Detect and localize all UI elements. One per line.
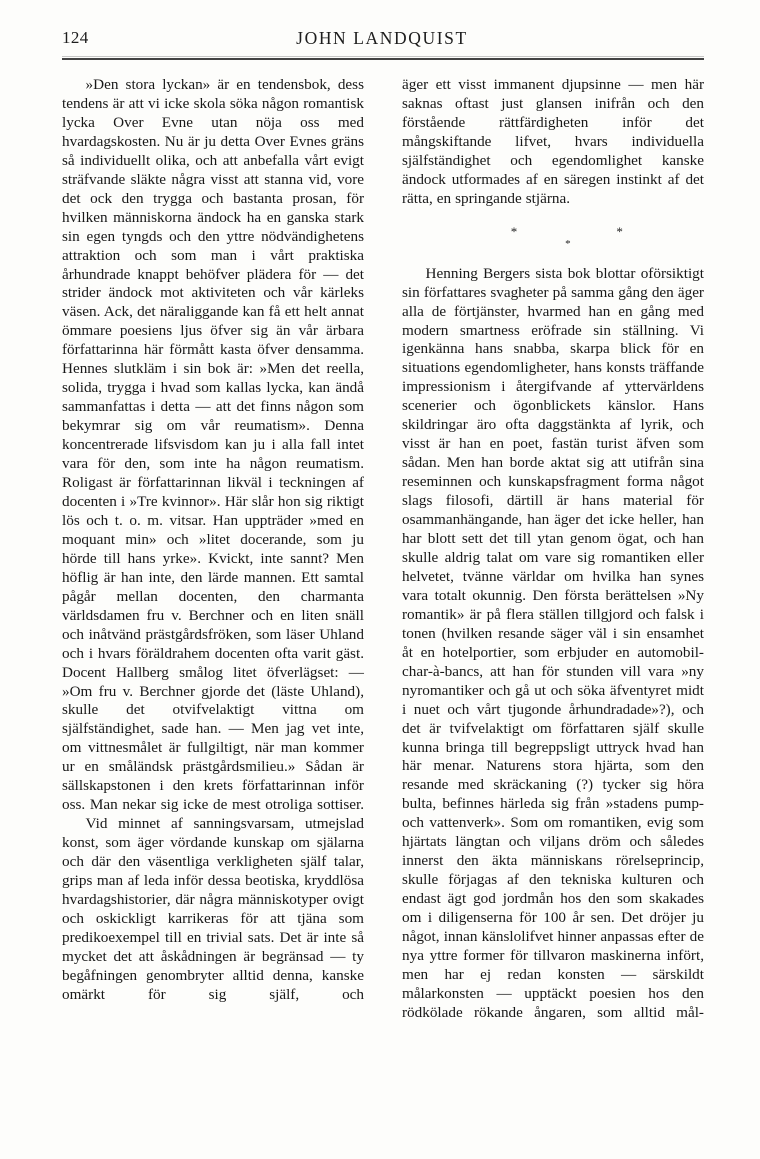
running-head — [62, 28, 702, 54]
asterisk-icon: * — [565, 237, 571, 250]
asterisk-icon: * — [616, 223, 623, 239]
paragraph: »Den stora lyckan» är en tendensbok, dess tendens är att vi icke skola söka någon romantisk lycka Over Evne utan nöja oss med hvardagskosten. Nu är ju detta Over Evnes gräns så individuellt olika, och att anbefalla vårt evigt sträfvande släkte några visst att stanna vid, vore det ock den trygga och bastanta prosan, för hvilken människorna ändock ha en ganska stark sin egen tyngds och den yttre nödvändighetens attraktion och som man i vårt praktiska århundrade knappt behöfver plädera för — det strider ändock mot aktiviteten och vår kärleks väsen. Ack, det näraliggande kan få ett helt annat ömmare poesiens ljus öfver sig än vår ärbara författarinna här förmått kasta öfver densamma. Hennes slutkläm i sin bok är: »Men det reella, solida, trygga i hvad som kallas lycka, kan ändå sammanfattas i detta — att det finns någon som bekymrar sig om vår reumatism». Denna koncentrerade lifsvisdom kan ju i alla fall intet vara för den, som inte ha någon reumatism. Roligast är författarinnan likväl i teckningen af docenten i »Tre kvinnor». Här slår hon sig riktigt lös och t. o. m. vitsar. Han uppträder »med en moquant min» och »litet docerande, som ju hörde till hans yrke». Kvickt, inte sannt? Men höflig är han inte, den lärde mannen. Ett samtal pågår mellan docenten, den charmanta världsdamen fru v. Berchner och en liten snäll och inåtvänd prästgårdsfröken, som läser Uhland och i hvars föräldrahem docenten ofta varit gäst. Docent Hallberg smålog litet öfverlägset: — »Om fru v. Berchner gjorde det (läste Uhland), skulle det otvifvelaktigt vittna om själfständighet, sade han. — Men jag vet inte, om vittnesmålet är fullgiltigt, när man kommer ur en småländsk prästgårdsmilieu.» Sådan är sällskapstonen i den krets författarinnan inför oss. Man nekar sig icke de mest otroliga sottiser. — [62, 76, 364, 814]
asterisk-icon: * — [510, 223, 518, 239]
header-rule — [62, 58, 704, 60]
asterism-separator — [402, 215, 704, 261]
left-column — [62, 76, 364, 1086]
body-columns — [62, 76, 704, 1086]
paragraph: äger ett visst immanent djupsinne — men här saknas oftast just glansen inifrån och den förstående rättfärdigheten inför det mångskiftande lifvet, hvars individuella själfständighet och egendomlighet kanske ändock utformades af en säregen instinkt af det rätta, en springande stjärna. — [402, 76, 704, 207]
paragraph: Vid minnet af sanningsvarsam, utmejslad konst, som äger vördande kunskap om själarna och där den väsentliga verkligheten själf talar, grips man af leda inför dessa beotiska, kryddlösa hvardagshistorier, där några människotyper ovigt och oskickligt karrikeras för att tjäna som predikoexempel till en trivial sats. Det är inte så mycket det att åskådningen är begränsad — ty begåfningen genombryter alltid denna, kanske omärkt för sig själf, och — [62, 815, 364, 1003]
page-folio-number: 124 — [62, 28, 89, 47]
right-column — [402, 76, 704, 1086]
paragraph: Henning Bergers sista bok blottar oförsiktigt sin författares svagheter på samma gång den äger alla de förtjänster, hvarmed han en gång med modern smartness eröfrade sin ställning. Vi igenkänna hans snabba, skarpa blick för en situations egendomligheter, hans konsts träffande impressionism i återgifvande af yttervärldens scenerier och ögonblickets känslor. Hans skildringar äro ofta daggstänkta af lyrik, och visst är han en poet, fastän turist äfven som sådan. Men han borde aktat sig att utifrån sina reseminnen och kunskapsfragment forma något slags filosofi, därtill är hans material för osammanhängande, han äger det icke heller, han har blott sett det till ytan genom ögat, och han skulle aldrig talat om vare sig romantiken eller helvetet, tvänne världar om hvilka han synes vara totalt okunnig. Den första berättelsen »Ny romantik» är på flera ställen tillgjord och falsk i tonen (hvilken resande säger väl i sin ensamhet åt en hotelportier, som erbjuder en automobil-char-à-bancs, att han för stunden vill vara »ny nyromantiker och gå ut och söka äfventyret midt i nuet och vårt tjugonde århundradade»?), och det är tvifvelaktigt om författaren själf skulle kunna bringa till begreppsligt uttryck hvad han här menar. Naturens stora hjärta, som den resande med skräckaning (?) tycker sig höra bulta, befinnes härleda sig från »stadens pump- och vattenverk». Som om romantiken, evig som hjärtats längtan och viljans dröm och således innerst den äkta människans rörelseprincip, skulle förjagas af den tekniska kulturen och endast ägt god jordmån hos den som skakades om i diligenserna för 100 år sen. Det dröjer ju något, innan känslolifvet hinner anpassas efter de nya yttre former för tillvaron maskinerna infört, men har ej redan konsten — särskildt målarkonsten — upptäckt poesien hos den rödkölade rökande ångaren, som alltid mål- — [402, 264, 704, 1021]
running-title: JOHN LANDQUIST — [296, 28, 468, 48]
